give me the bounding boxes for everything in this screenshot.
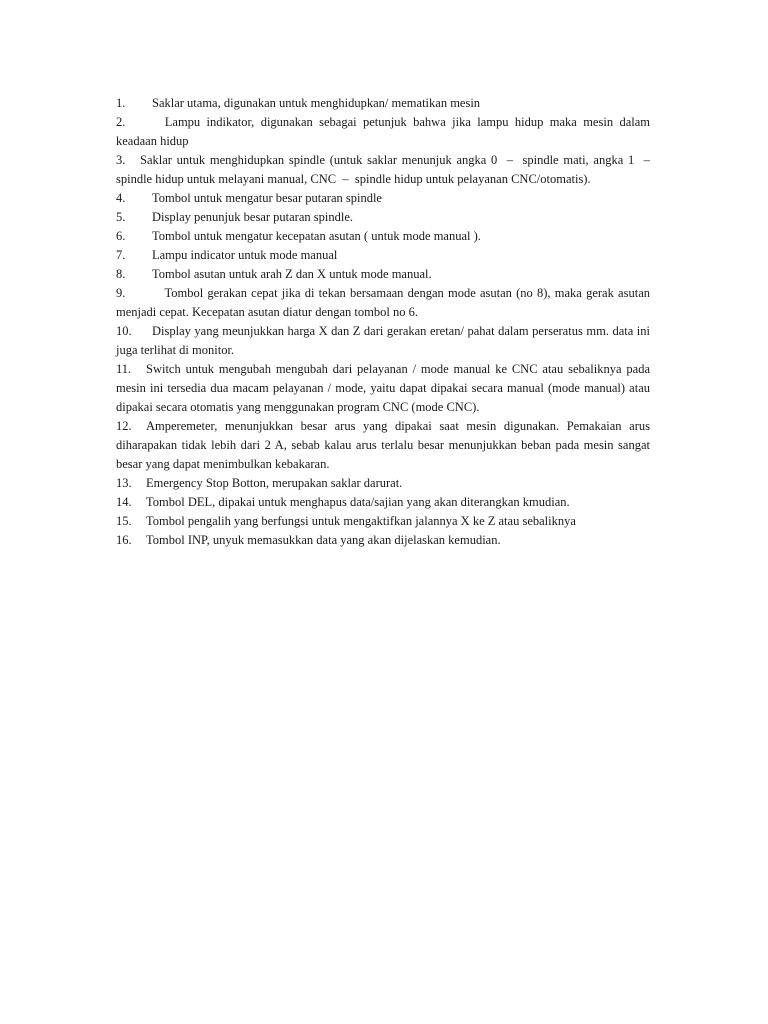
item-text: Display yang meunjukkan harga X dan Z dari gerakan eretan/ pahat dalam perseratus mm. data ini juga terlihat di monitor. [116,324,650,357]
list-item-4 [116,189,650,208]
item-number: 10. [116,324,132,338]
item-number: 9. [116,286,126,300]
item-text: Tombol pengalih yang berfungsi untuk mengaktifkan jalannya X ke Z atau sebaliknya [146,514,576,528]
item-text: Tombol untuk mengatur kecepatan asutan ( untuk mode manual ). [152,229,481,243]
item-text: Lampu indicator untuk mode manual [152,248,338,262]
item-number: 1. [116,96,126,110]
item-number: 11. [116,362,132,376]
item-text: Saklar utama, digunakan untuk menghidupkan/ mematikan mesin [152,96,481,110]
item-text: Amperemeter, menunjukkan besar arus yang dipakai saat mesin digunakan. Pemakaian arus diharapakan tidak lebih dari 2 A, sebab kalau arus terlalu besar menunjukkan beban pada mesin sangat besar yang dapat menimbulkan kebakaran. [116,419,650,471]
list-item-1 [116,94,650,113]
item-text: Tombol gerakan cepat jika di tekan bersamaan dengan mode asutan (no 8), maka gerak asutan menjadi cepat. Kecepatan asutan diatur dengan tombol no 6. [116,286,654,319]
list-item-9 [116,284,654,322]
item-number: 3. [116,153,126,167]
item-number: 14. [116,495,132,509]
list-item-10 [116,322,650,360]
item-text: Emergency Stop Botton, merupakan saklar darurat. [146,476,403,490]
list-item-14 [116,493,650,512]
list-item-5 [116,208,650,227]
item-text: Tombol INP, unyuk memasukkan data yang akan dijelaskan kemudian. [146,533,501,547]
item-number: 15. [116,514,132,528]
item-text: Tombol untuk mengatur besar putaran spindle [152,191,382,205]
item-text: Lampu indikator, digunakan sebagai petunjuk bahwa jika lampu hidup maka mesin dalam keadaan hidup [116,115,654,148]
item-number: 12. [116,419,132,433]
item-number: 4. [116,191,126,205]
list-item-3 [116,151,657,189]
item-number: 5. [116,210,126,224]
list-item-15 [116,512,650,531]
item-text: Tombol asutan untuk arah Z dan X untuk mode manual. [152,267,432,281]
item-number: 16. [116,533,132,547]
item-text: Display penunjuk besar putaran spindle. [152,210,353,224]
item-number: 2. [116,115,126,129]
list-item-13 [116,474,650,493]
item-number: 7. [116,248,126,262]
list-item-16 [116,531,650,550]
list-item-11 [116,360,650,417]
document-body [116,94,657,550]
list-item-8 [116,265,650,284]
list-item-6 [116,227,650,246]
item-number: 8. [116,267,126,281]
list-item-7 [116,246,650,265]
list-item-2 [116,113,654,151]
item-number: 13. [116,476,132,490]
item-text: Saklar untuk menghidupkan spindle (untuk saklar menunjuk angka 0 – spindle mati, angka 1 – spindle hidup untuk melayani manual, CNC – spindle hidup untuk pelayanan CNC/otomatis). [116,153,657,186]
item-text: Switch untuk mengubah mengubah dari pelayanan / mode manual ke CNC atau sebaliknya pada mesin ini tersedia dua macam pelayanan / mode, yaitu dapat dipakai secara manual (mode manual) atau dipakai secara otomatis yang menggunakan program CNC (mode CNC). [116,362,650,414]
item-number: 6. [116,229,126,243]
item-text: Tombol DEL, dipakai untuk menghapus data/sajian yang akan diterangkan kmudian. [146,495,570,509]
list-item-12 [116,417,650,474]
